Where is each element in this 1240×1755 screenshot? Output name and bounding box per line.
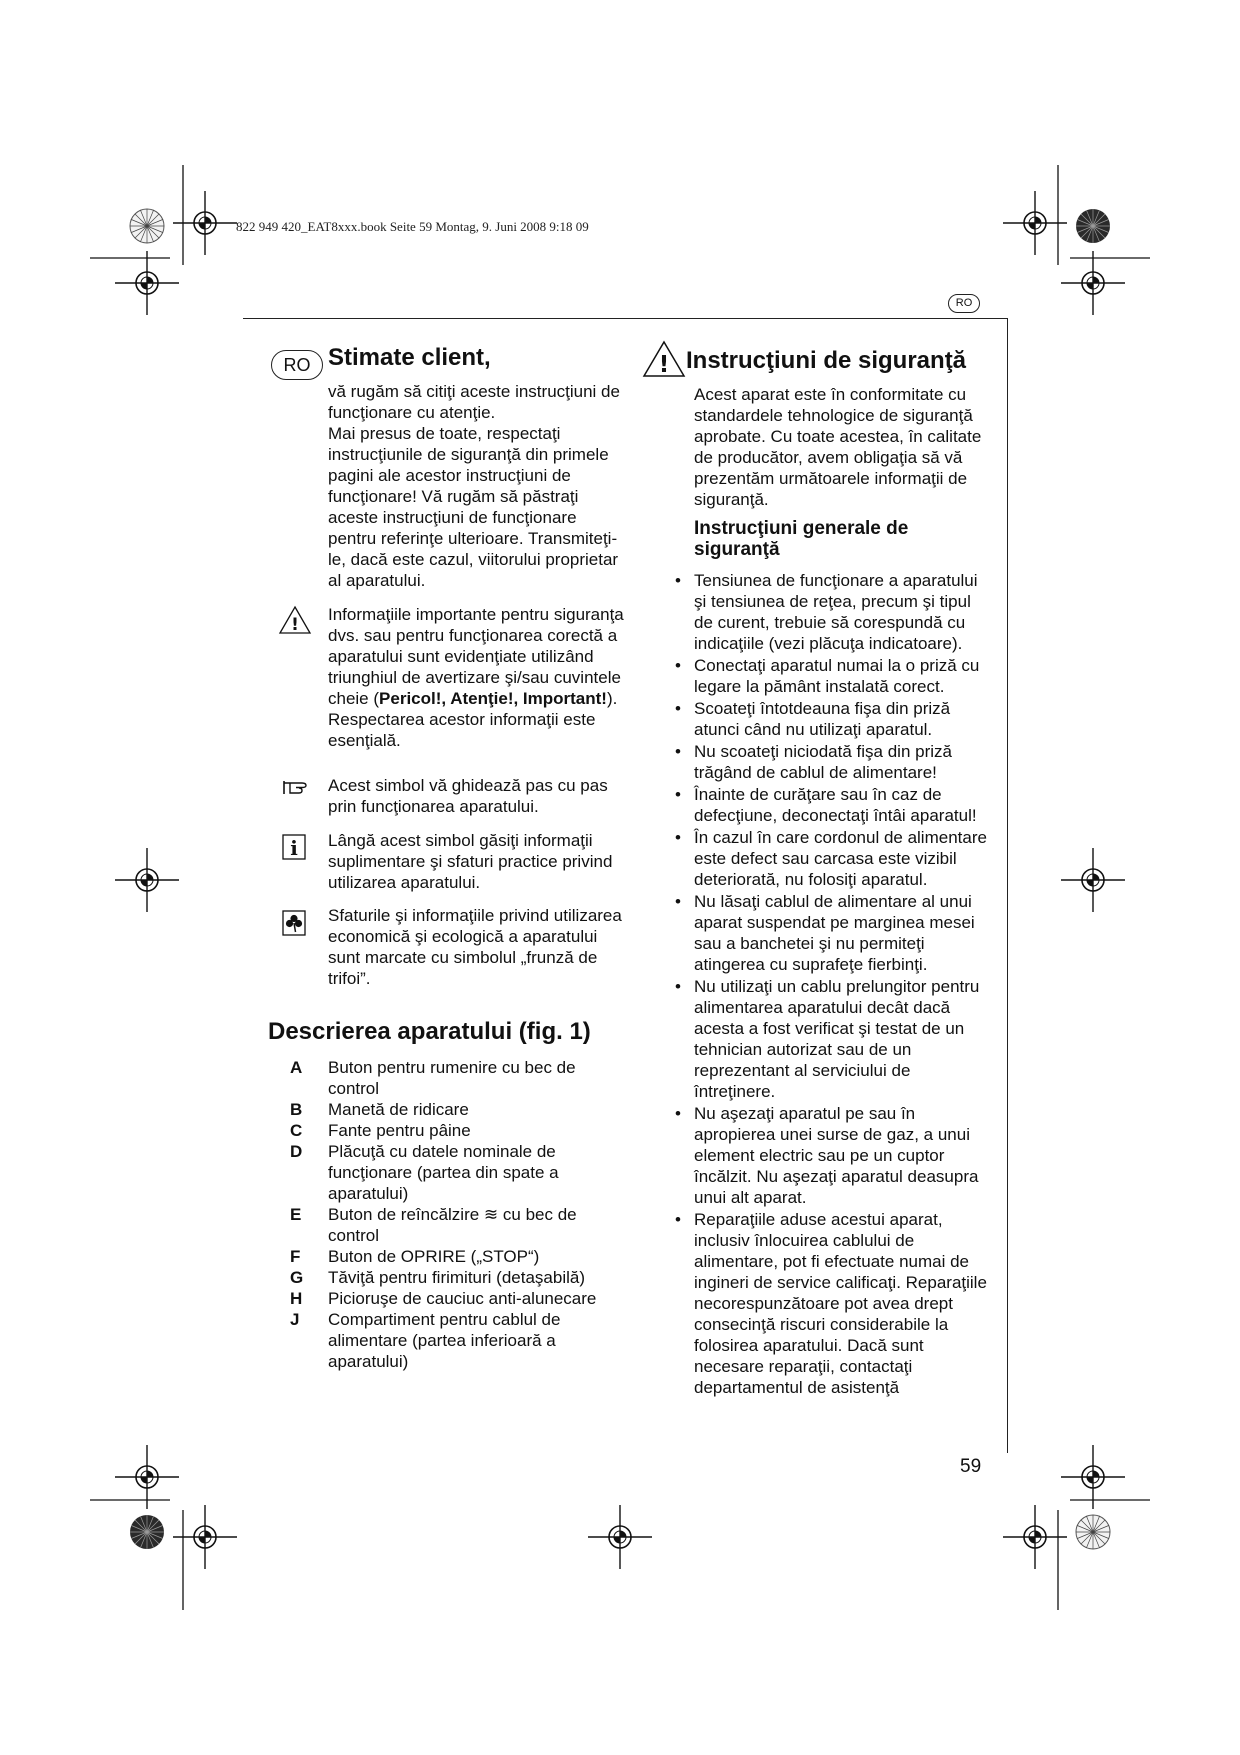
pointing-hand-icon — [282, 778, 310, 796]
list-item: • Nu scoateţi niciodată fişa din priză trăgând de cablul de alimentare! — [675, 742, 952, 782]
part-letter: F — [290, 1247, 301, 1266]
part-item-b — [290, 1099, 630, 1120]
part-text: Buton de OPRIRE („STOP“) — [328, 1247, 540, 1266]
warning-text: Informaţiile importante pentru siguranţa dvs. sau pentru funcţionarea corectă a aparatului sunt evidenţiate utilizând triunghiul de avertizare şi/sau cuvintele cheie ( — [328, 605, 624, 708]
part-letter: E — [290, 1205, 302, 1224]
safety-title: Instrucţiuni de siguranţă — [686, 347, 967, 374]
list-item: • Tensiunea de funcţionare a aparatului şi tensiunea de reţea, precum şi tipul de curent, trebuie să corespundă cu indicaţiile (vezi plăcuţa indicatoare). — [675, 571, 978, 653]
list-item-text: Înainte de curăţare sau în caz de defecţiune, deconectaţi întâi aparatul! — [694, 785, 977, 825]
list-item-text: Tensiunea de funcţionare a aparatului şi tensiunea de reţea, precum şi tipul de curent, trebuie să corespundă cu indicaţiile (vezi plăcuţa indicatoare). — [694, 571, 978, 653]
list-item-text: Nu scoateţi niciodată fişa din priză trăgând de cablul de alimentare! — [694, 742, 952, 782]
page-number: 59 — [960, 1456, 982, 1477]
warning-triangle-icon — [642, 340, 686, 378]
part-letter: H — [290, 1289, 303, 1308]
part-letter: A — [290, 1058, 303, 1077]
list-item-text: Conectaţi aparatul numai la o priză cu legare la pământ instalată corect. — [694, 656, 980, 696]
list-item: • Reparaţiile aduse acestui aparat, inclusiv înlocuirea cablului de alimentare, pot fi efectuate numai de ingineri de service calificaţi. Reparaţiile necorespunzătoare pot avea drept consecinţă riscuri considerabile la folosirea aparatului. Dacă sunt necesare reparaţii, contactaţi departamentul de asistenţă — [675, 1210, 987, 1397]
part-item-a — [290, 1057, 630, 1099]
part-item-g — [290, 1267, 630, 1288]
list-item-text: Scoateţi întotdeauna fişa din priză atunci când nu utilizaţi aparatul. — [694, 699, 951, 739]
warning-keywords: Pericol!, Atenţie!, Important! — [379, 689, 607, 708]
list-item: • Înainte de curăţare sau în caz de defecţiune, deconectaţi întâi aparatul! — [675, 785, 977, 825]
eco-symbol-paragraph: Sfaturile şi informaţiile privind utilizarea economică şi ecologică a aparatului sunt marcate cu simbolul „frunză de trifoi”. — [328, 906, 622, 988]
part-item-j — [290, 1309, 630, 1372]
part-letter: C — [290, 1121, 303, 1140]
list-item: • Nu lăsaţi cablul de alimentare al unui aparat suspendat pe marginea mesei sau a banchetei şi nu permiteţi atingerea cu suprafeţe fierbinţi. — [675, 892, 975, 974]
warning-tail: ). Respectarea acestor informaţii este esenţială. — [328, 689, 618, 750]
description-title: Descrierea aparatului (fig. 1) — [268, 1018, 591, 1045]
intro-paragraph-1: vă rugăm să citiţi aceste instrucţiuni de funcţionare cu atenţie. — [328, 382, 620, 422]
top-rule — [243, 318, 1008, 319]
part-letter: D — [290, 1142, 303, 1161]
list-item-text: Nu aşezaţi aparatul pe sau în apropierea unei surse de gaz, a unui element electric sau pe un cuptor încălzit. Nu aşezaţi aparatul deasupra unui alt aparat. — [694, 1104, 979, 1207]
section-language-badge: RO — [271, 350, 323, 380]
part-item-c — [290, 1120, 630, 1141]
part-text: Plăcuţă cu datele nominale de funcţionare (partea din spate a aparatului) — [328, 1142, 559, 1203]
hand-symbol-paragraph: Acest simbol vă ghidează pas cu pas prin funcţionarea aparatului. — [328, 776, 608, 816]
greeting-title: Stimate client, — [328, 344, 491, 371]
safety-intro: Acest aparat este în conformitate cu standardele tehnologice de siguranţă aprobate. Cu toate acestea, în calitate de producător, avem obligaţia să vă prezentăm următoarele informaţii de siguranţă. — [694, 385, 982, 509]
general-safety-title: Instrucţiuni generale de siguranţă — [694, 518, 909, 560]
info-icon — [282, 834, 306, 860]
warning-info-paragraph — [328, 604, 628, 751]
list-item-text: Reparaţiile aduse acestui aparat, inclusiv înlocuirea cablului de alimentare, pot fi efectuate numai de ingineri de service calificaţi. Reparaţiile necorespunzătoare pot avea drept consecinţă riscuri considerabile la folosirea aparatului. Dacă sunt necesare reparaţii, contactaţi departamentul de asistenţă — [694, 1210, 987, 1397]
part-text: Picioruşe de cauciuc anti-alunecare — [328, 1289, 597, 1308]
list-item: • Nu aşezaţi aparatul pe sau în apropierea unei surse de gaz, a unui element electric sau pe un cuptor încălzit. Nu aşezaţi aparatul deasupra unui alt aparat. — [675, 1104, 979, 1207]
part-item-f — [290, 1246, 630, 1267]
right-rule — [1007, 318, 1008, 1453]
list-item-text: Nu utilizaţi un cablu prelungitor pentru alimentarea aparatului decât dacă acesta a fost verificat şi testat de un tehnician autorizat sau de un reprezentant al serviciului de întreţinere. — [694, 977, 980, 1101]
list-item: • Conectaţi aparatul numai la o priză cu legare la pământ instalată corect. — [675, 656, 980, 696]
svg-text:!: ! — [291, 615, 299, 635]
warning-triangle-icon — [278, 605, 312, 635]
list-item: • În cazul în care cordonul de alimentare este defect sau carcasa este vizibil deteriorată, nu folosiţi aparatul. — [675, 828, 987, 889]
part-letter: G — [290, 1268, 304, 1287]
part-text: Buton de reîncălzire ≋ cu bec de control — [328, 1205, 577, 1245]
info-symbol-paragraph: Lângă acest simbol găsiţi informaţii suplimentare şi sfaturi practice privind utilizarea aparatului. — [328, 831, 613, 892]
list-item: • Nu utilizaţi un cablu prelungitor pentru alimentarea aparatului decât dacă acesta a fost verificat şi testat de un tehnician autorizat sau de un reprezentant al serviciului de întreţinere. — [675, 977, 980, 1101]
part-text: Fante pentru pâine — [328, 1121, 471, 1140]
clover-icon — [282, 910, 306, 936]
print-header: 822 949 420_EAT8xxx.book Seite 59 Montag, 9. Juni 2008 9:18 09 — [236, 219, 589, 234]
parts-list — [290, 1057, 630, 1372]
list-item: • Scoateţi întotdeauna fişa din priză atunci când nu utilizaţi aparatul. — [675, 699, 951, 739]
part-text: Compartiment pentru cablul de alimentare (partea inferioară a aparatului) — [328, 1310, 561, 1371]
part-item-h — [290, 1288, 630, 1309]
part-text: Buton pentru rumenire cu bec de control — [328, 1058, 576, 1098]
intro-paragraph-2: Mai presus de toate, respectaţi instrucţiunile de siguranţă din primele pagini ale acestor instrucţiuni de funcţionare! Vă rugăm să păstraţi aceste instrucţiuni de funcţionare pentru referinţe ulterioare. Transmiteţi-le, dacă este cazul, viitorului proprietar al aparatului. — [328, 424, 619, 590]
part-letter: B — [290, 1100, 303, 1119]
part-item-d — [290, 1141, 630, 1204]
svg-text:i: i — [290, 836, 298, 860]
list-item-text: Nu lăsaţi cablul de alimentare al unui aparat suspendat pe marginea mesei sau a banchetei şi nu permiteţi atingerea cu suprafeţe fierbinţi. — [694, 892, 975, 974]
svg-text:!: ! — [658, 352, 670, 378]
language-badge: RO — [948, 294, 980, 313]
safety-bullet-list — [675, 570, 994, 1399]
list-item-text: În cazul în care cordonul de alimentare este defect sau carcasa este vizibil deteriorată, nu folosiţi aparatul. — [694, 828, 987, 889]
part-text: Manetă de ridicare — [328, 1100, 469, 1119]
part-text: Tăviţă pentru firimituri (detaşabilă) — [328, 1268, 585, 1287]
part-item-e — [290, 1204, 630, 1246]
part-letter: J — [290, 1310, 300, 1329]
